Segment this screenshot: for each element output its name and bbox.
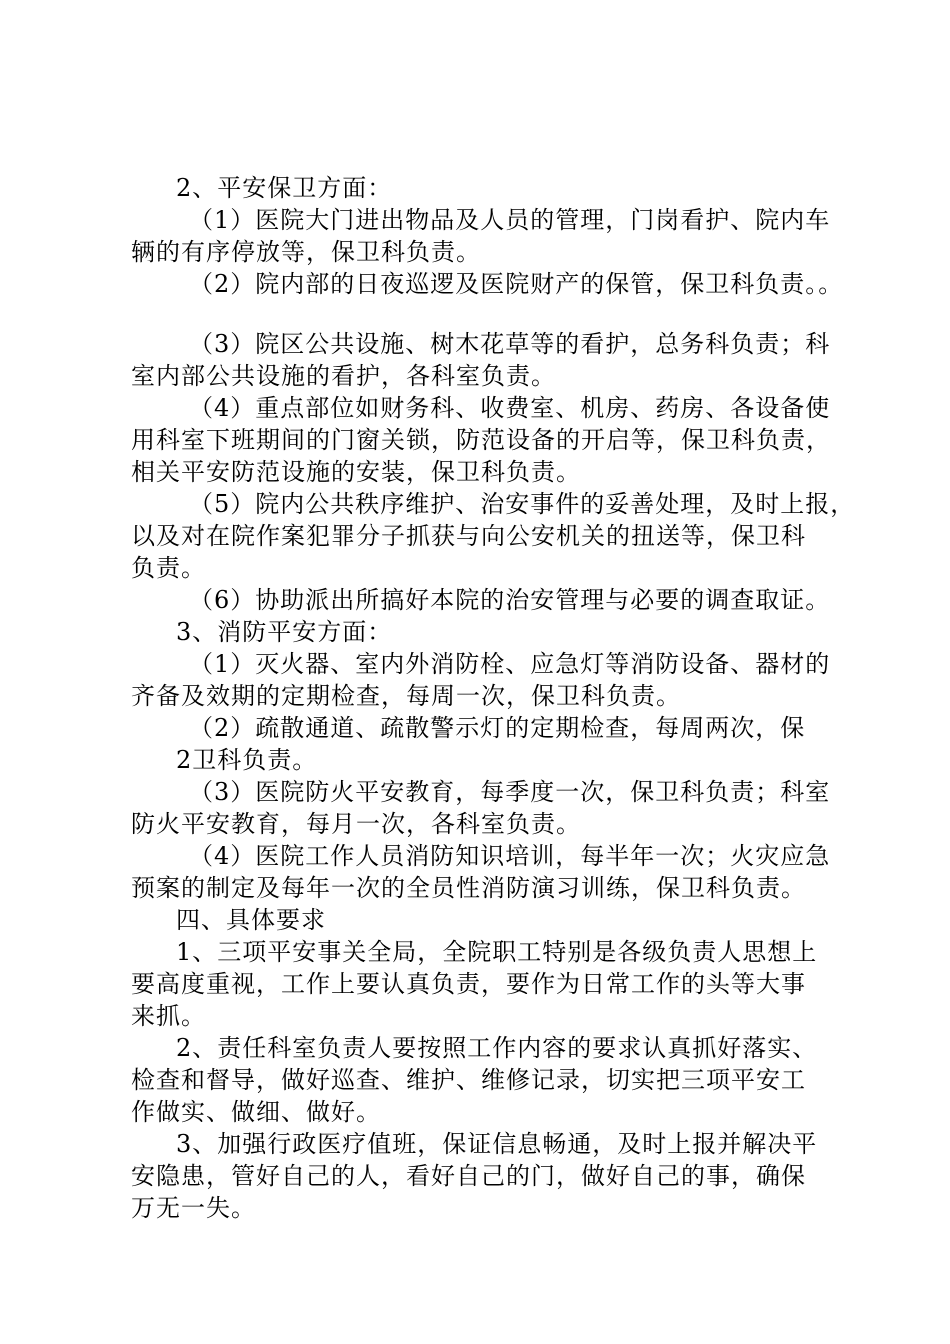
paragraph-line: （2）院内部的日夜巡逻及医院财产的保管，保卫科负责。。 bbox=[189, 270, 844, 298]
paragraph-line: （4）医院工作人员消防知识培训，每半年一次；火灾应急 bbox=[189, 842, 831, 870]
section-heading-requirements: 四、具体要求 bbox=[176, 906, 326, 934]
paragraph-line: （3）院区公共设施、树木花草等的看护，总务科负责；科 bbox=[189, 330, 831, 358]
paragraph-line: 相关平安防范设施的安装，保卫科负责。 bbox=[131, 458, 581, 486]
paragraph-line: 室内部公共设施的看护，各科室负责。 bbox=[131, 362, 556, 390]
paragraph-line: 安隐患，管好自己的人，看好自己的门，做好自己的事，确保 bbox=[131, 1162, 806, 1190]
paragraph-line: （3）医院防火平安教育，每季度一次，保卫科负责；科室 bbox=[189, 778, 831, 806]
paragraph-line: 3、加强行政医疗值班，保证信息畅通，及时上报并解决平 bbox=[176, 1130, 818, 1158]
paragraph-line: （5）院内公共秩序维护、治安事件的妥善处理，及时上报， bbox=[189, 490, 856, 518]
paragraph-line: 万无一失。 bbox=[131, 1194, 256, 1222]
paragraph-line: 齐备及效期的定期检查，每周一次，保卫科负责。 bbox=[131, 682, 681, 710]
paragraph-line: 检查和督导，做好巡查、维护、维修记录，切实把三项平安工 bbox=[131, 1066, 806, 1094]
paragraph-line: 1、三项平安事关全局，全院职工特别是各级负责人思想上 bbox=[176, 938, 818, 966]
paragraph-line: 作做实、做细、做好。 bbox=[131, 1098, 381, 1126]
paragraph-line: 用科室下班期间的门窗关锁，防范设备的开启等，保卫科负责， bbox=[131, 426, 831, 454]
paragraph-line: 2、责任科室负责人要按照工作内容的要求认真抓好落实、 bbox=[176, 1034, 818, 1062]
paragraph-line: （2）疏散通道、疏散警示灯的定期检查，每周两次，保 bbox=[189, 714, 806, 742]
paragraph-line: 防火平安教育，每月一次，各科室负责。 bbox=[131, 810, 581, 838]
paragraph-line: （4）重点部位如财务科、收费室、机房、药房、各设备使 bbox=[189, 394, 831, 422]
section-heading-security: 2、平安保卫方面： bbox=[176, 174, 393, 202]
paragraph-line: 要高度重视，工作上要认真负责，要作为日常工作的头等大事 bbox=[131, 970, 806, 998]
paragraph-line: 负责。 bbox=[131, 554, 206, 582]
section-heading-fire: 3、消防平安方面： bbox=[176, 618, 393, 646]
paragraph-line: （1）灭火器、室内外消防栓、应急灯等消防设备、器材的 bbox=[189, 650, 831, 678]
paragraph-line: 来抓。 bbox=[131, 1002, 206, 1030]
paragraph-line: （6）协助派出所搞好本院的治安管理与必要的调查取证。 bbox=[189, 586, 831, 614]
paragraph-line: 预案的制定及每年一次的全员性消防演习训练，保卫科负责。 bbox=[131, 874, 806, 902]
paragraph-line: 辆的有序停放等，保卫科负责。 bbox=[131, 238, 481, 266]
paragraph-line: 2卫科负责。 bbox=[176, 746, 318, 774]
paragraph-line: 以及对在院作案犯罪分子抓获与向公安机关的扭送等，保卫科 bbox=[131, 522, 806, 550]
paragraph-line: （1）医院大门进出物品及人员的管理，门岗看护、院内车 bbox=[189, 206, 831, 234]
